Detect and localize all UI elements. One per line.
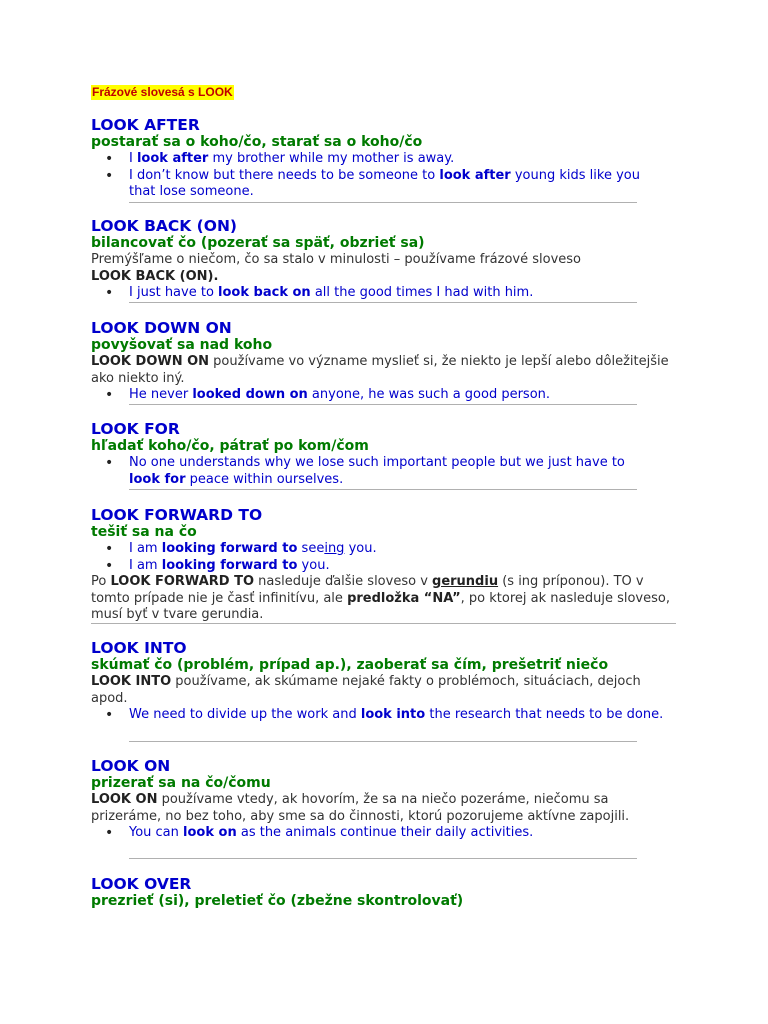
section-meaning: postarať sa o koho/čo, starať sa o koho/čo [91, 134, 423, 150]
section-look-after [91, 116, 651, 201]
section-meaning: prezrieť (si), preletieť čo (zbežne skontrolovať) [91, 893, 464, 909]
example-text: anyone, he was such a good person. [307, 387, 551, 402]
section-description [91, 252, 611, 285]
description-text: , po ktorej ak nasleduje sloveso, musí byť v tvare gerundia. [91, 590, 670, 622]
section-look-on [91, 757, 671, 842]
section-heading: LOOK ON [91, 757, 171, 775]
description-text: používame vo význame myslieť si, že niekto je lepší alebo dôležitejšie ako niekto iný. [91, 354, 669, 386]
example-text: peace within ourselves. [185, 471, 344, 487]
phrasal-verb: look after [136, 151, 209, 166]
section-heading: LOOK INTO [91, 639, 187, 657]
example-list [91, 387, 681, 404]
example-item [91, 387, 681, 404]
section-description [91, 674, 681, 707]
section-divider [129, 858, 637, 859]
example-text: young kids like you that lose someone. [129, 167, 640, 199]
description-text: nasleduje ďalšie sloveso v [254, 574, 433, 589]
example-text: as the animals continue their daily activities. [236, 825, 534, 840]
example-text: the research that needs to be done. [425, 707, 664, 722]
description-text: používame, ak skúmame nejaké fakty o problémoch, situáciach, dejoch apod. [91, 674, 641, 706]
phrasal-verb: look for [129, 471, 186, 487]
example-text: all the good times I had with him. [310, 285, 534, 300]
section-look-back-on [91, 217, 611, 302]
phrasal-verb: look into [360, 707, 426, 722]
description-bold: predložka “NA” [347, 590, 461, 606]
section-look-into [91, 639, 681, 724]
phrasal-verb: look on [183, 825, 237, 840]
section-divider [129, 302, 637, 303]
section-meaning: bilancovať čo (pozerať sa späť, obzrieť sa) [91, 235, 425, 251]
example-text: No one understands why we lose such important people but we just have to [129, 455, 625, 470]
example-text: You can [129, 825, 184, 840]
phrasal-verb: looked down on [192, 387, 308, 402]
description-bold: LOOK FORWARD TO [110, 574, 254, 589]
section-description [91, 574, 677, 624]
description-text: Premýšľame o niečom, čo sa stalo v minulosti – používame frázové sloveso [91, 252, 582, 267]
document-title: Frázové slovesá s LOOK [92, 85, 233, 99]
section-meaning: prizerať sa na čo/čomu [91, 775, 271, 791]
example-text: I am [129, 541, 162, 556]
section-divider [129, 489, 637, 490]
example-list [91, 541, 677, 574]
example-list [91, 825, 671, 842]
phrasal-verb: looking forward to [161, 557, 298, 573]
example-item [91, 558, 677, 575]
section-divider [129, 404, 637, 405]
phrasal-verb: look after [439, 167, 511, 183]
example-list [91, 151, 651, 201]
example-text: I don’t know but there needs to be someone to [129, 167, 440, 183]
description-text: používame vtedy, ak hovorím, že sa na niečo pozeráme, niečomu sa prizeráme, no bez toho, aby sme sa do činnosti, ktorú pozorujeme aktívne zapojili. [91, 792, 630, 824]
section-heading: LOOK BACK (ON) [91, 217, 237, 235]
description-bold-underlined: gerundiu [432, 574, 499, 589]
section-description [91, 354, 681, 387]
example-text: my brother while my mother is away. [208, 151, 455, 166]
example-item [91, 707, 681, 724]
description-bold: LOOK INTO [91, 674, 172, 689]
example-text: I [129, 151, 137, 166]
section-heading: LOOK DOWN ON [91, 319, 232, 337]
example-item [91, 285, 611, 302]
example-list [91, 707, 681, 724]
section-look-over [91, 875, 651, 910]
section-heading: LOOK FORWARD TO [91, 506, 263, 524]
example-text: I just have to [129, 285, 219, 300]
description-bold: LOOK BACK (ON). [91, 268, 219, 284]
section-divider [91, 623, 676, 624]
example-item [91, 151, 651, 168]
example-item [91, 168, 651, 201]
example-list [91, 285, 611, 302]
description-text: Po [91, 574, 111, 589]
section-look-for [91, 420, 656, 488]
example-item [91, 825, 671, 842]
example-item [91, 541, 677, 558]
section-look-forward-to [91, 506, 677, 624]
section-divider [129, 741, 637, 742]
example-item [91, 455, 656, 488]
example-list [91, 455, 656, 488]
section-heading: LOOK OVER [91, 875, 192, 893]
description-bold: LOOK ON [91, 792, 158, 807]
phrasal-verb: look back on [218, 285, 311, 300]
section-look-down-on [91, 319, 681, 404]
description-bold: LOOK DOWN ON [91, 354, 210, 369]
section-description [91, 792, 671, 825]
example-text: We need to divide up the work and [129, 707, 361, 722]
phrasal-verb: looking forward to [161, 541, 298, 556]
section-meaning: skúmať čo (problém, prípad ap.), zaoberať sa čím, prešetriť niečo [91, 657, 609, 673]
example-text: I am [129, 557, 162, 573]
section-meaning: hľadať koho/čo, pátrať po kom/čom [91, 438, 369, 454]
section-heading: LOOK AFTER [91, 116, 200, 134]
example-text: He never [129, 387, 193, 402]
section-meaning: tešiť sa na čo [91, 524, 197, 540]
example-text: see [297, 541, 325, 556]
section-divider [129, 202, 637, 203]
example-text: you. [297, 557, 330, 573]
example-text: you. [344, 541, 377, 556]
example-underlined: ing [324, 541, 345, 556]
section-heading: LOOK FOR [91, 420, 180, 438]
description-text: (s ing príponou). TO v tomto prípade nie je časť infinitívu, ale [91, 574, 644, 606]
section-meaning: povyšovať sa nad koho [91, 337, 273, 353]
